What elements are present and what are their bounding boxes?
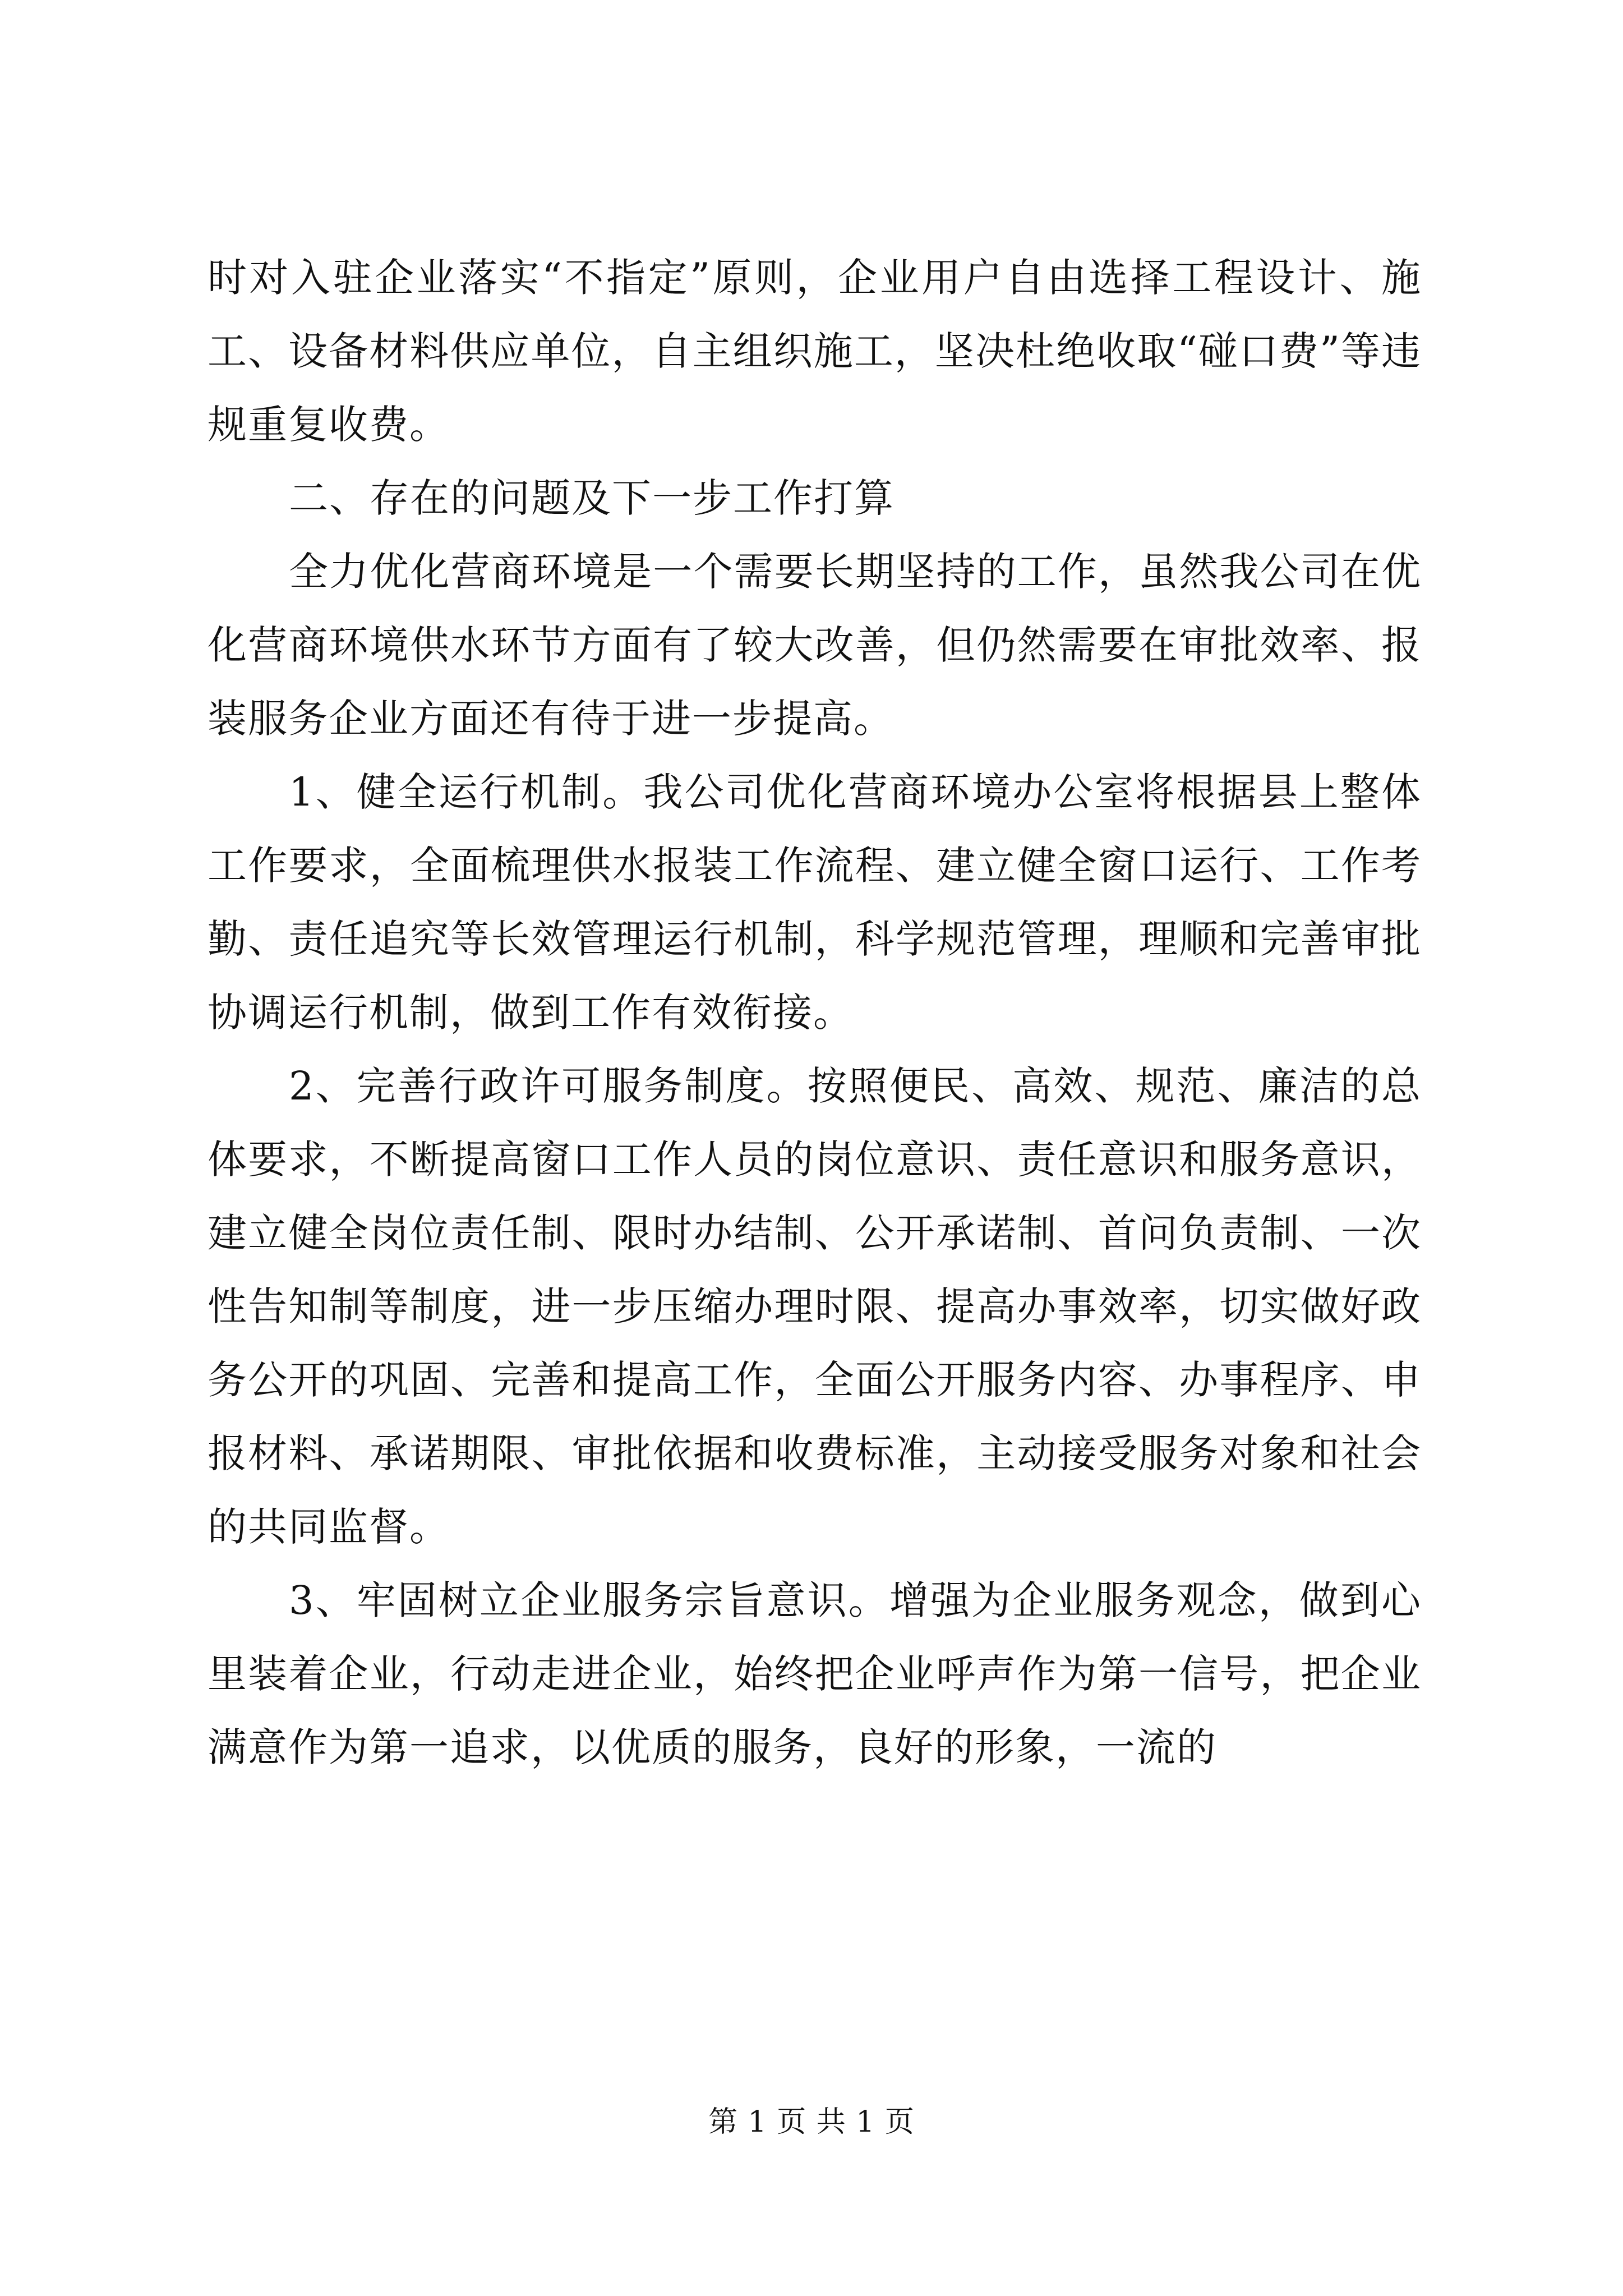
- document-body: [208, 241, 1422, 1784]
- paragraph-intro: 全力优化营商环境是一个需要长期坚持的工作，虽然我公司在优化营商环境供水环节方面有了较大改善，但仍然需要在审批效率、报装服务企业方面还有待于进一步提高。: [208, 549, 1422, 742]
- paragraph-item-1: 1、健全运行机制。我公司优化营商环境办公室将根据县上整体工作要求，全面梳理供水报装工作流程、建立健全窗口运行、工作考勤、责任追究等长效管理运行机制，科学规范管理，理顺和完善审批协调运行机制，做到工作有效衔接。: [208, 769, 1422, 1036]
- paragraph-item-3: 3、牢固树立企业服务宗旨意识。增强为企业服务观念，做到心里装着企业，行动走进企业，始终把企业呼声作为第一信号，把企业满意作为第一追求，以优质的服务，良好的形象，一流的: [208, 1577, 1422, 1770]
- paragraph-continuation: 时对入驻企业落实“不指定”原则，企业用户自由选择工程设计、施工、设备材料供应单位，自主组织施工，坚决杜绝收取“碰口费”等违规重复收费。: [208, 255, 1422, 448]
- paragraph-item-2: 2、完善行政许可服务制度。按照便民、高效、规范、廉洁的总体要求，不断提高窗口工作人员的岗位意识、责任意识和服务意识，建立健全岗位责任制、限时办结制、公开承诺制、首问负责制、一次性告知制等制度，进一步压缩办理时限、提高办事效率，切实做好政务公开的巩固、完善和提高工作，全面公开服务内容、办事程序、申报材料、承诺期限、审批依据和收费标准，主动接受服务对象和社会的共同监督。: [208, 1063, 1422, 1550]
- section-heading: 二、存在的问题及下一步工作打算: [289, 475, 895, 521]
- page-footer: 第 1 页 共 1 页: [708, 2105, 915, 2139]
